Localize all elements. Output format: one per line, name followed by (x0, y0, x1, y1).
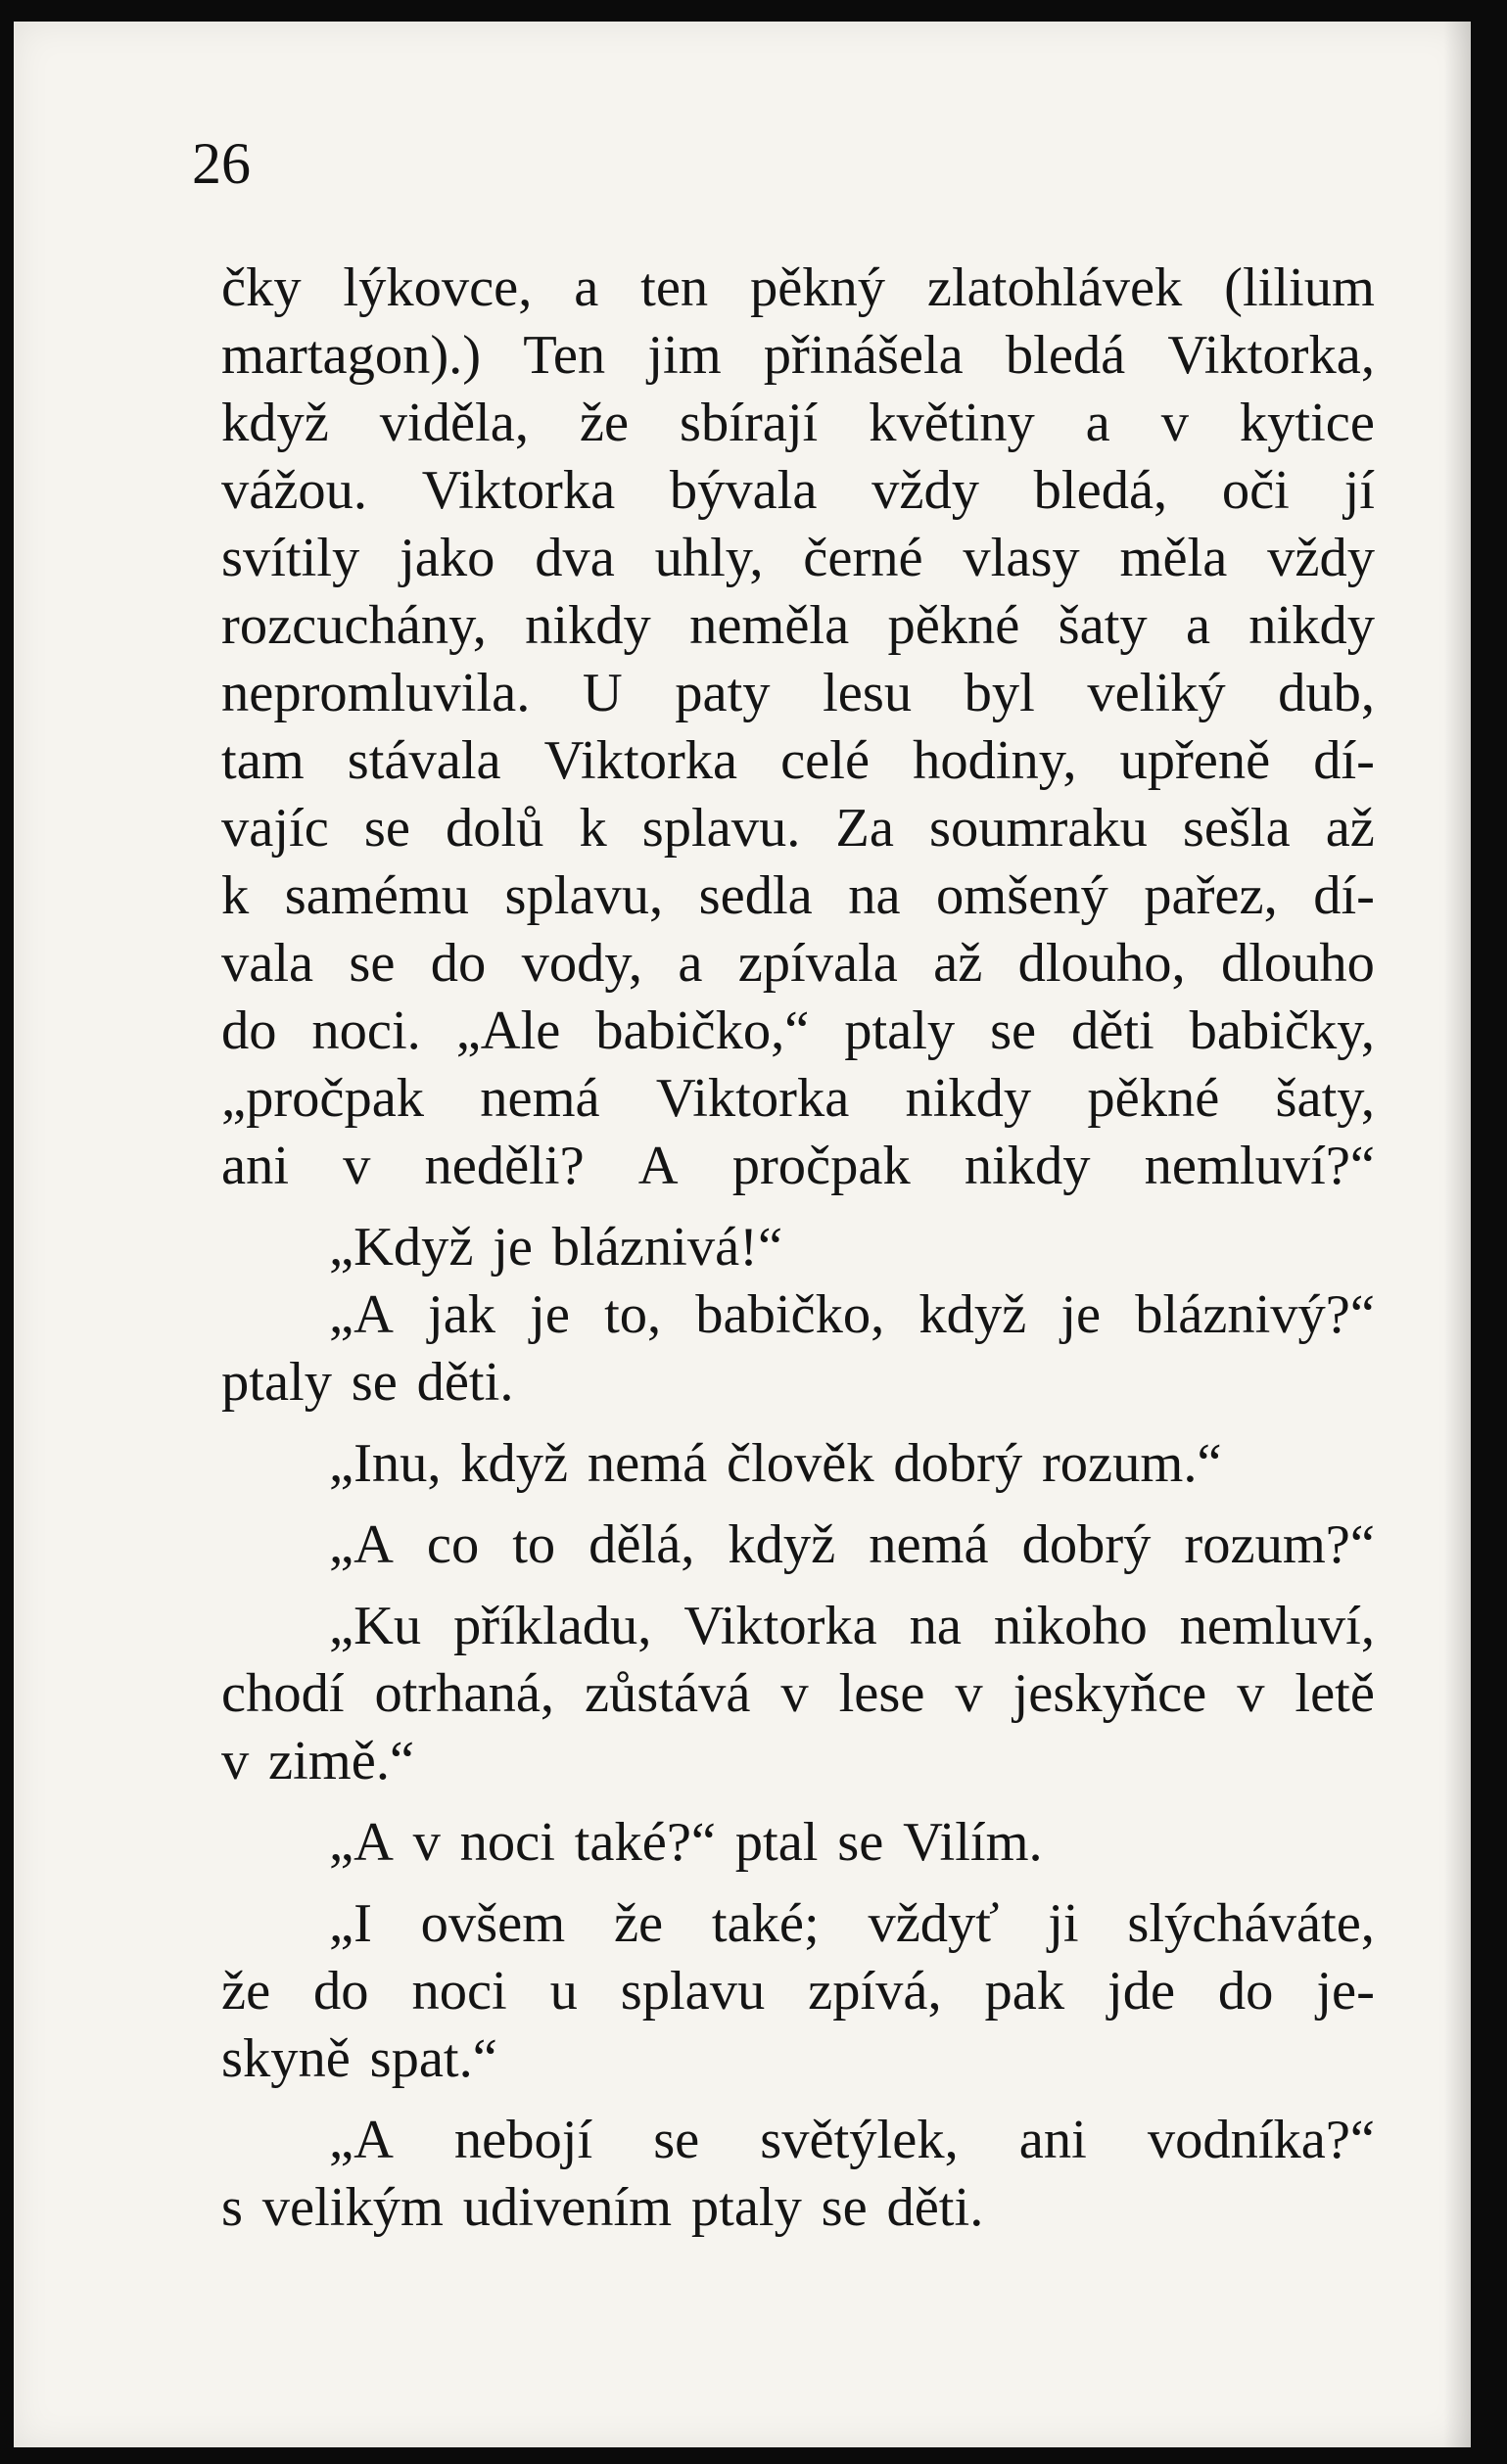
word: také?“ (574, 1812, 716, 1873)
word: rozum.“ (1041, 1433, 1222, 1494)
word: to (512, 1514, 556, 1575)
word: se (837, 1812, 884, 1873)
word: „A (329, 1514, 394, 1575)
text-line (221, 1065, 1375, 1133)
word: „Když (329, 1217, 474, 1278)
word: Viktorka (421, 460, 616, 521)
word: „I (329, 1893, 372, 1954)
word: až (1325, 798, 1375, 859)
word: v (343, 1136, 371, 1196)
word: nikdy (525, 595, 651, 656)
word: Ten (523, 325, 606, 386)
word: kytice (1239, 393, 1375, 453)
word: je- (1316, 1961, 1375, 2022)
word: „pročpak (221, 1068, 425, 1129)
word: (lilium (1224, 257, 1375, 318)
body-text (221, 255, 1375, 2242)
word: dobrý (1021, 1514, 1152, 1575)
word: U (582, 663, 623, 723)
word: bláznivý?“ (1135, 1284, 1375, 1345)
word: otrhaná, (374, 1663, 555, 1724)
word: v (955, 1663, 983, 1724)
word: dlouho (1220, 933, 1375, 994)
word: vlasy (963, 528, 1080, 588)
word: nikdy (964, 1136, 1091, 1196)
text-line (221, 1890, 1375, 1958)
word: s (221, 2177, 243, 2238)
word: šaty, (1275, 1068, 1375, 1129)
text-line (221, 727, 1375, 795)
word: a (1085, 393, 1110, 453)
word: se (990, 1000, 1037, 1061)
word: nikdy (905, 1068, 1032, 1129)
text-line (221, 1660, 1375, 1728)
word: je (530, 1284, 570, 1345)
text-line (221, 2025, 1375, 2093)
word: nebojí (453, 2110, 593, 2170)
word: se (653, 2110, 700, 2170)
word: dva (535, 528, 615, 588)
word: omšený (936, 865, 1108, 926)
word: dub, (1278, 663, 1375, 723)
book-page (14, 22, 1471, 2447)
word: neděli? (424, 1136, 585, 1196)
word: do (1217, 1961, 1274, 2022)
word: jí (1343, 460, 1375, 521)
text-line (221, 2107, 1375, 2174)
word: lýkovce, (343, 257, 533, 318)
word: svítily (221, 528, 360, 588)
word: do (313, 1961, 369, 2022)
word: soumraku (929, 798, 1148, 859)
word: pěkné (887, 595, 1020, 656)
word: udivením (462, 2177, 673, 2238)
word: celé (780, 730, 871, 791)
word: noci. (311, 1000, 421, 1061)
word: vodníka?“ (1147, 2110, 1375, 2170)
word: hodiny, (913, 730, 1077, 791)
word: Viktorka (683, 1596, 877, 1656)
word: oči (1221, 460, 1290, 521)
text-line (221, 660, 1375, 727)
text-line (221, 1728, 1375, 1795)
text-line (221, 457, 1375, 525)
word: „Ku (329, 1596, 422, 1656)
word: nemluví?“ (1144, 1136, 1375, 1196)
word: na (909, 1596, 962, 1656)
word: když (460, 1433, 569, 1494)
word: A (637, 1136, 679, 1196)
word: „Ale (455, 1000, 561, 1061)
text-line (221, 998, 1375, 1065)
word: pařez, (1144, 865, 1278, 926)
word: zlatohlávek (926, 257, 1183, 318)
word: že (221, 1961, 271, 2022)
text-line (221, 525, 1375, 592)
word: je (493, 1217, 534, 1278)
page-edge-shadow (1443, 22, 1471, 2447)
word: černé (803, 528, 923, 588)
word: se (349, 933, 396, 994)
text-line (221, 1430, 1375, 1498)
word: a (1185, 595, 1211, 656)
word: jim (647, 325, 722, 386)
word: ovšem (420, 1893, 566, 1954)
word: dí- (1313, 865, 1375, 926)
word: ani (1018, 2110, 1087, 2170)
word: „A (329, 1812, 394, 1873)
word: je (1060, 1284, 1102, 1345)
word: bledá (1005, 325, 1126, 386)
word: měla (1119, 528, 1228, 588)
word: Viktorka (543, 730, 738, 791)
text-line (221, 1958, 1375, 2025)
word: se (821, 2177, 868, 2238)
word: splavu, (504, 865, 664, 926)
word: jeskyňce (1013, 1663, 1207, 1724)
word: že (579, 393, 630, 453)
word: v (221, 1731, 250, 1791)
word: a (574, 257, 599, 318)
word: rozcuchány, (221, 595, 487, 656)
word: přinášela (763, 325, 964, 386)
word: tam (221, 730, 305, 791)
word: vody, (521, 933, 643, 994)
word: vala (221, 933, 314, 994)
word: k (579, 798, 607, 859)
word: příkladu, (453, 1596, 652, 1656)
word: ptaly (690, 2177, 802, 2238)
word: dí- (1313, 730, 1375, 791)
word: pěkné (1087, 1068, 1220, 1129)
page-number: 26 (192, 131, 251, 196)
word: pěkný (749, 257, 886, 318)
word: slýcháváte, (1127, 1893, 1375, 1954)
word: samému (284, 865, 470, 926)
word: a (678, 933, 703, 994)
word: vždyť (868, 1893, 1000, 1954)
word: jako (400, 528, 495, 588)
word: zůstává (584, 1663, 751, 1724)
word: dlouho, (1017, 933, 1186, 994)
word: ptaly (221, 1352, 332, 1413)
text-line (221, 255, 1375, 322)
text-line (221, 1593, 1375, 1660)
word: až (933, 933, 983, 994)
word: ten (640, 257, 709, 318)
word: babičko, (695, 1284, 885, 1345)
word: babičko,“ (595, 1000, 810, 1061)
word: u (549, 1961, 578, 2022)
word: bláznivá!“ (551, 1217, 783, 1278)
word: vajíc (221, 798, 329, 859)
word: stávala (347, 730, 501, 791)
word: člověk (727, 1433, 874, 1494)
word: dobrý (893, 1433, 1023, 1494)
word: „A (329, 1284, 394, 1345)
word: veliký (1087, 663, 1226, 723)
word: bývala (669, 460, 818, 521)
word: nemluví, (1179, 1596, 1375, 1656)
word: velikým (261, 2177, 444, 2238)
text-line (221, 1809, 1375, 1877)
word: upřeně (1119, 730, 1271, 791)
text-line (221, 1511, 1375, 1579)
text-line (221, 390, 1375, 457)
word: viděla, (379, 393, 529, 453)
word: když (918, 1284, 1027, 1345)
word: Vilím. (903, 1812, 1043, 1873)
word: se (363, 798, 410, 859)
word: jak (428, 1284, 496, 1345)
word: sešla (1182, 798, 1291, 859)
word: vždy (871, 460, 979, 521)
word: Viktorka, (1167, 325, 1375, 386)
word: ptal (734, 1812, 819, 1873)
text-line (221, 1281, 1375, 1349)
word: zpívala (737, 933, 898, 994)
word: lesu (823, 663, 913, 723)
word: co (426, 1514, 480, 1575)
word: se (351, 1352, 398, 1413)
text-line (221, 795, 1375, 862)
word: skyně (221, 2028, 351, 2089)
word: splavu (620, 1961, 766, 2022)
word: Viktorka (655, 1068, 850, 1129)
word: na (848, 865, 901, 926)
word: když (728, 1514, 836, 1575)
word: jde (1107, 1961, 1176, 2022)
word: pročpak (731, 1136, 911, 1196)
text-line (221, 1133, 1375, 1200)
text-line (221, 862, 1375, 930)
word: v (412, 1812, 441, 1873)
word: v (1237, 1663, 1265, 1724)
word: také; (711, 1893, 820, 1954)
text-line (221, 1349, 1375, 1417)
word: když (221, 393, 329, 453)
word: k (221, 865, 250, 926)
word: dělá, (589, 1514, 695, 1575)
word: květiny (869, 393, 1035, 453)
word: do (221, 1000, 277, 1061)
word: dolů (445, 798, 544, 859)
word: noci (411, 1961, 507, 2022)
word: to, (604, 1284, 662, 1345)
word: nikoho (993, 1596, 1148, 1656)
word: děti (1071, 1000, 1154, 1061)
word: čky (221, 257, 302, 318)
word: „A (329, 2110, 394, 2170)
word: lese (838, 1663, 925, 1724)
word: zimě.“ (268, 1731, 415, 1791)
word: Za (835, 798, 894, 859)
word: ji (1048, 1893, 1079, 1954)
text-line (221, 1214, 1375, 1281)
word: zpívá, (808, 1961, 942, 2022)
word: v (1160, 393, 1189, 453)
word: letě (1295, 1663, 1375, 1724)
word: nemá (869, 1514, 989, 1575)
word: vždy (1267, 528, 1375, 588)
word: splavu. (641, 798, 801, 859)
text-line (221, 930, 1375, 998)
text-line (221, 322, 1375, 390)
word: spat.“ (369, 2028, 497, 2089)
text-line (221, 592, 1375, 660)
word: ani (221, 1136, 290, 1196)
word: vážou. (221, 460, 368, 521)
word: že (613, 1893, 664, 1954)
word: babičky, (1189, 1000, 1375, 1061)
word: nepromluvila. (221, 663, 531, 723)
word: martagon).) (221, 325, 482, 386)
word: děti. (416, 1352, 514, 1413)
word: paty (675, 663, 771, 723)
word: nikdy (1248, 595, 1375, 656)
word: v (780, 1663, 809, 1724)
word: chodí (221, 1663, 345, 1724)
text-line (221, 2174, 1375, 2242)
word: nemá (480, 1068, 600, 1129)
word: ptaly (844, 1000, 956, 1061)
word: byl (964, 663, 1035, 723)
word: noci (459, 1812, 555, 1873)
word: bledá, (1033, 460, 1168, 521)
word: uhly, (654, 528, 764, 588)
word: nemá (587, 1433, 708, 1494)
word: sbírají (680, 393, 819, 453)
word: rozum?“ (1184, 1514, 1375, 1575)
word: světýlek, (760, 2110, 959, 2170)
word: děti. (886, 2177, 984, 2238)
word: sedla (698, 865, 813, 926)
word: neměla (689, 595, 850, 656)
word: šaty (1058, 595, 1148, 656)
word: do (430, 933, 487, 994)
word: „Inu, (329, 1433, 442, 1494)
word: pak (984, 1961, 1065, 2022)
